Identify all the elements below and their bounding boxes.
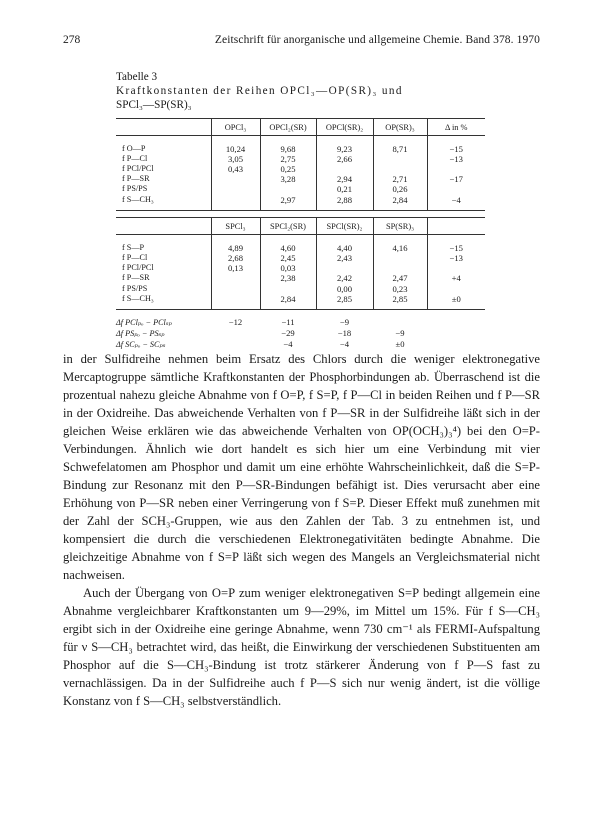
spacer-cell (316, 235, 373, 243)
gap-cell (260, 310, 316, 317)
table-row (116, 184, 485, 194)
delta-cell (373, 317, 427, 328)
row-label: f S—P (122, 242, 145, 252)
table-cell (211, 273, 260, 283)
delta-cell: −4 (339, 338, 350, 349)
table-cell: 2,47 (373, 273, 427, 283)
delta-label: Δf SCₚₒ − SCₚₛ (116, 339, 166, 349)
row-label: f PCl/PCl (122, 263, 154, 273)
gap-cell (116, 310, 211, 317)
delta-cell (427, 328, 485, 339)
spacer-cell (260, 136, 316, 144)
table-row (116, 273, 485, 283)
row-label: f P—SR (122, 273, 150, 283)
gap-cell (316, 211, 373, 218)
table-row (116, 164, 485, 174)
table-cell: 8,71 (373, 144, 427, 154)
table-cell: 2,43 (316, 253, 373, 263)
table-header-row (116, 119, 485, 136)
gap-cell (211, 211, 260, 218)
table-cell (211, 174, 260, 184)
body-text (63, 350, 540, 710)
gap-cell (373, 310, 427, 317)
row-label: f PS/PS (122, 283, 148, 293)
table-cell (260, 284, 316, 294)
column-header: SPCl₃ (211, 218, 260, 235)
row-label: f P—Cl (122, 153, 148, 163)
table-cell: 3,05 (211, 154, 260, 164)
row-label: f PCl/PCl (122, 163, 154, 173)
table-cell: 4,89 (211, 243, 260, 253)
table-cell: 0,13 (211, 263, 260, 273)
table-cell: 0,21 (316, 184, 373, 194)
table-cell (211, 294, 260, 304)
table-cell (211, 284, 260, 294)
spacer-cell (427, 136, 485, 144)
table-cell: ±0 (427, 294, 485, 304)
column-header: SPCl₂(SR) (260, 218, 316, 235)
delta-cell (427, 339, 485, 350)
table-cell: 0,23 (373, 284, 427, 294)
table-label: Tabelle 3 (116, 71, 158, 83)
section-gap (116, 211, 485, 218)
delta-cell: −18 (337, 327, 352, 338)
table-row (116, 284, 485, 294)
table-cell: 2,97 (260, 195, 316, 205)
gap-cell (427, 211, 485, 218)
gap-cell (116, 211, 211, 218)
table-cell (211, 184, 260, 194)
delta-section (116, 310, 485, 350)
table-cell (373, 164, 427, 174)
table-cell: 2,85 (373, 294, 427, 304)
spacer-cell (116, 136, 211, 144)
table-cell: 2,75 (260, 154, 316, 164)
spacer-cell (211, 235, 260, 243)
gap-cell (260, 211, 316, 218)
delta-cell: ±0 (395, 338, 405, 349)
table-cell: 2,84 (373, 195, 427, 205)
table-cell (427, 184, 485, 194)
column-header (116, 119, 211, 136)
delta-label: Δf PSₚₒ − PSₛₚ (116, 328, 165, 338)
column-header: Δ in % (427, 119, 485, 136)
table-cell: 2,45 (260, 253, 316, 263)
row-label: f S—CH₃ (122, 194, 154, 204)
table-cell: +4 (427, 273, 485, 283)
table-row (116, 174, 485, 184)
table-cell: 9,23 (316, 144, 373, 154)
spacer-cell (116, 235, 211, 243)
table-cell: 2,66 (316, 154, 373, 164)
delta-cell: −29 (281, 327, 295, 338)
table-spacer (116, 136, 485, 144)
table-cell (427, 263, 485, 273)
delta-cell: −4 (283, 338, 293, 349)
table-cell (373, 263, 427, 273)
column-header (116, 218, 211, 235)
paragraph: Auch der Übergang von O=P zum weniger elektronegativen S=P bedingt allgemein eine Abnahme vergleichbarer Kraftkonstanten um 9—29%, im Mittel um 15%. Für f S—CH₃ ergibt sich in der Oxidreihe eine geringe Abnahme, wenn 730 cm⁻¹ als FERMI-Aufspaltung für ν S—CH₃ betrachtet wird, das heißt, die Einwirkung der verschiedenen Substituenten am Phosphor auf die S—CH₃-Bindung ist trotz stärkerer Änderung von f P—S fast zu vernachlässigen. Da in der Sulfidreihe auch f P—S sich nur wenig ändert, ist die völlige Konstanz von f S—CH₃ selbstverständlich. (63, 586, 540, 708)
table-cell (427, 164, 485, 174)
delta-row (116, 317, 485, 328)
table-row (116, 195, 485, 205)
table-cell: 2,85 (316, 294, 373, 304)
table-row (116, 243, 485, 253)
table-cell: −13 (427, 253, 485, 263)
table-cell: 2,88 (316, 195, 373, 205)
column-header: SPCl(SR)₂ (316, 218, 373, 235)
table-row (116, 154, 485, 164)
table-cell: 9,68 (260, 144, 316, 154)
oxide-series-section (116, 119, 485, 211)
page-number: 278 (63, 34, 81, 46)
spacer-cell (211, 136, 260, 144)
delta-cell (211, 339, 260, 350)
column-header: OPCl(SR)₂ (316, 119, 373, 136)
delta-cell (211, 328, 260, 339)
column-header (427, 218, 485, 235)
spacer-cell (316, 136, 373, 144)
table-cell: 0,03 (260, 263, 316, 273)
table-cell (211, 195, 260, 205)
delta-cell: −9 (395, 327, 405, 338)
table-cell: 2,38 (260, 273, 316, 283)
section-gap (116, 310, 485, 317)
table-cell: 0,26 (373, 184, 427, 194)
running-header (63, 34, 540, 50)
table-header-row (116, 218, 485, 235)
column-header: OPCl₃ (211, 119, 260, 136)
table-row (116, 294, 485, 304)
force-constants-table (116, 118, 485, 350)
table-cell (260, 184, 316, 194)
gap-cell (211, 310, 260, 317)
table-title-line-1: Kraftkonstanten der Reihen OPCl₃—OP(SR)₃ und (116, 85, 403, 97)
table-row (116, 144, 485, 154)
table-cell: 3,28 (260, 174, 316, 184)
table-cell (316, 263, 373, 273)
gap-cell (373, 211, 427, 218)
spacer-cell (373, 235, 427, 243)
row-label: f O—P (122, 143, 146, 153)
gap-cell (316, 310, 373, 317)
row-label: f P—SR (122, 174, 150, 184)
column-header: OPCl₂(SR) (260, 119, 316, 136)
table-title-line-2: SPCl₃—SP(SR)₃ (116, 99, 192, 111)
table-cell: 2,71 (373, 174, 427, 184)
paragraph: in der Sulfidreihe nehmen beim Ersatz des Chlors durch die weniger elektronegative Mercaptogruppe sämtliche Kraftkonstanten der Phosphorbindungen ab. Überraschend ist die prozentual nahezu gleiche Abnahme von f O=P, f S=P, f P—Cl in beiden Reihen und f P—SR in der Oxidreihe. Das abweichende Verhalten von f P—SR in der Sulfidreihe läßt sich in der gleichen Weise erklären wie das abweichende Verhalten von OP(OCH₃)₃⁴) bei den O=P-Verbindungen. Ähnlich wie dort handelt es sich hier um eine Verbindung mit vier Schwefelatomen am Phosphor und damit um eine erhöhte Wahrscheinlichkeit, daß die S=P-Bindung zur Resonanz mit den P—SR-Bindungen befähigt ist. Dies verursacht aber eine Erhöhung von P—SR neben einer Verringerung von f S=P. Dieser Effekt muß zunehmen mit der Zahl der SCH₃-Gruppen, wie aus den Zahlen der Tab. 3 zu entnehmen ist, und kompensiert die durch die verschiedenen Elektronegativitäten bedingte Abnahme. Die gleichzeitige Abnahme von f S=P läßt sich wegen des Mangels an Vergleichsmaterial nicht nachweisen. (63, 352, 540, 582)
delta-cell: −11 (281, 316, 295, 327)
sulfide-series-section (116, 211, 485, 310)
column-header: SP(SR)₃ (373, 218, 427, 235)
table-spacer (116, 235, 485, 243)
table-cell: −17 (427, 174, 485, 184)
table-cell: 2,84 (260, 294, 316, 304)
spacer-cell (260, 235, 316, 243)
table-cell: 0,43 (211, 164, 260, 174)
table-cell: 0,25 (260, 164, 316, 174)
table-cell: 2,94 (316, 174, 373, 184)
delta-label: Δf PClₚₒ − PClₛₚ (116, 317, 172, 327)
table-cell: −4 (427, 195, 485, 205)
delta-row (116, 328, 485, 339)
table-cell (373, 154, 427, 164)
delta-cell: −12 (228, 316, 243, 327)
table-cell: 4,60 (260, 243, 316, 253)
spacer-cell (427, 235, 485, 243)
table-cell: −15 (427, 243, 485, 253)
table-cell: −13 (427, 154, 485, 164)
table-cell: 10,24 (211, 144, 260, 154)
table-cell: −15 (427, 144, 485, 154)
table-caption (116, 70, 496, 112)
delta-cell: −9 (339, 316, 350, 327)
table-cell: 0,00 (316, 284, 373, 294)
table-cell: 4,16 (373, 243, 427, 253)
table-cell: 4,40 (316, 243, 373, 253)
table-cell (373, 253, 427, 263)
table-cell: 2,68 (211, 253, 260, 263)
journal-title: Zeitschrift für anorganische und allgemeine Chemie. Band 378. 1970 (214, 34, 540, 46)
table-cell (427, 284, 485, 294)
row-label: f P—Cl (122, 252, 148, 262)
delta-cell (427, 317, 485, 328)
table-cell: 2,42 (316, 273, 373, 283)
table-row (116, 253, 485, 263)
delta-row (116, 339, 485, 350)
row-label: f S—CH₃ (122, 293, 154, 303)
gap-cell (427, 310, 485, 317)
row-label: f PS/PS (122, 184, 148, 194)
table-row (116, 263, 485, 273)
spacer-cell (373, 136, 427, 144)
table-cell (316, 164, 373, 174)
column-header: OP(SR)₃ (373, 119, 427, 136)
